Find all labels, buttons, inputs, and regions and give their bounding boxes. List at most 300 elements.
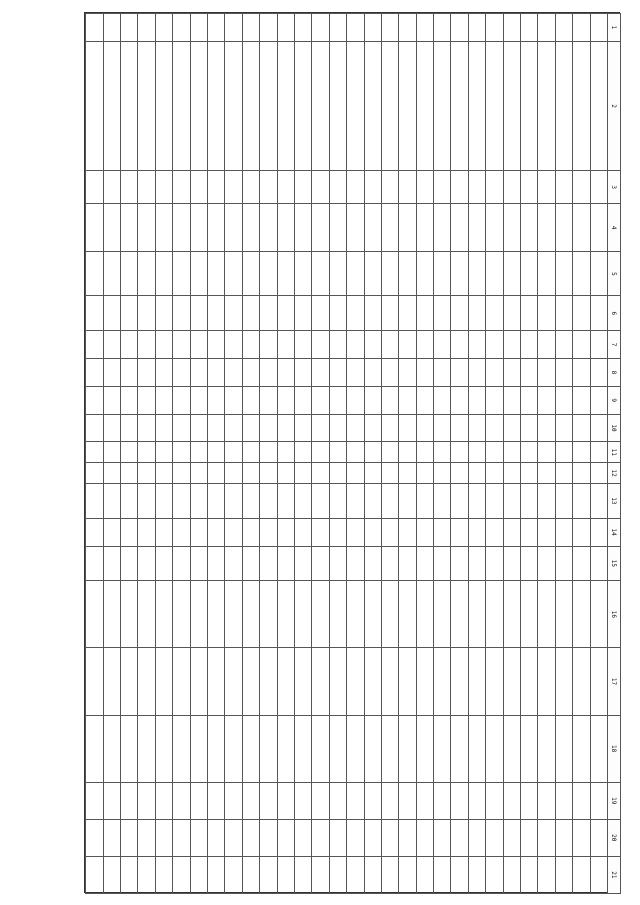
table-cell (590, 856, 607, 893)
table-cell (277, 648, 294, 715)
table-cell (573, 414, 590, 442)
table-cell (573, 518, 590, 546)
table-cell (486, 518, 503, 546)
table-cell (538, 484, 555, 519)
table-cell (138, 715, 155, 782)
table-cell (260, 252, 277, 296)
table-cell (312, 518, 329, 546)
table-cell (468, 463, 485, 484)
table-cell (208, 442, 225, 463)
table-cell (521, 359, 538, 387)
table-cell (381, 648, 398, 715)
table-cell (173, 856, 190, 893)
table-cell (399, 41, 416, 171)
table-cell (329, 518, 346, 546)
table-cell (294, 581, 311, 648)
table-cell (468, 171, 485, 203)
table-row (555, 14, 572, 894)
table-cell (416, 581, 433, 648)
column-header: 17 (608, 648, 621, 715)
table-cell (451, 414, 468, 442)
table-cell (538, 414, 555, 442)
table-cell (590, 414, 607, 442)
table-cell (121, 715, 138, 782)
table-cell (242, 414, 259, 442)
table-cell (173, 648, 190, 715)
table-cell (103, 442, 120, 463)
table-cell (86, 648, 104, 715)
table-cell (260, 856, 277, 893)
table-cell (503, 252, 520, 296)
table-cell (312, 171, 329, 203)
table-cell (521, 296, 538, 331)
table-cell (312, 414, 329, 442)
table-cell (277, 14, 294, 42)
table-cell (434, 581, 451, 648)
table-cell (225, 359, 242, 387)
table-cell (260, 41, 277, 171)
table-cell (312, 463, 329, 484)
column-header: 15 (608, 546, 621, 581)
table-cell (381, 296, 398, 331)
table-cell (312, 715, 329, 782)
table-row (225, 14, 242, 894)
table-cell (451, 252, 468, 296)
table-cell (121, 171, 138, 203)
table-cell (190, 442, 207, 463)
table-cell (451, 442, 468, 463)
table-cell (555, 715, 572, 782)
table-cell (208, 359, 225, 387)
table-cell (260, 581, 277, 648)
table-cell (329, 782, 346, 819)
table-cell (416, 414, 433, 442)
table-row (486, 14, 503, 894)
table-cell (347, 715, 364, 782)
table-cell (173, 41, 190, 171)
table-cell (225, 386, 242, 414)
table-cell (573, 14, 590, 42)
table-cell (190, 463, 207, 484)
table-cell (173, 171, 190, 203)
table-cell (208, 648, 225, 715)
table-cell (103, 819, 120, 856)
table-cell (173, 296, 190, 331)
table-cell (347, 359, 364, 387)
table-cell (242, 41, 259, 171)
table-cell (138, 819, 155, 856)
table-cell (451, 463, 468, 484)
table-cell (103, 359, 120, 387)
table-cell (155, 414, 172, 442)
table-cell (121, 331, 138, 359)
table-row (190, 14, 207, 894)
table-row (294, 14, 311, 894)
table-cell (121, 252, 138, 296)
table-cell (416, 359, 433, 387)
table-cell (294, 484, 311, 519)
table-cell (173, 546, 190, 581)
table-cell (381, 252, 398, 296)
table-cell (347, 252, 364, 296)
table-cell (538, 442, 555, 463)
table-cell (329, 484, 346, 519)
table-cell (573, 463, 590, 484)
table-cell (468, 484, 485, 519)
table-cell (503, 14, 520, 42)
table-cell (399, 518, 416, 546)
table-cell (590, 41, 607, 171)
table-cell (555, 484, 572, 519)
table-cell (486, 386, 503, 414)
table-cell (208, 386, 225, 414)
table-cell (503, 41, 520, 171)
table-cell (503, 331, 520, 359)
table-cell (573, 203, 590, 252)
table-cell (573, 252, 590, 296)
table-cell (312, 14, 329, 42)
table-cell (381, 171, 398, 203)
table-cell (451, 296, 468, 331)
table-cell (347, 463, 364, 484)
table-cell (503, 819, 520, 856)
table-cell (242, 171, 259, 203)
table-cell (260, 518, 277, 546)
table-cell (451, 386, 468, 414)
table-cell (364, 386, 381, 414)
table-cell (555, 442, 572, 463)
table-cell (347, 41, 364, 171)
column-header: 2 (608, 41, 621, 171)
table-cell (225, 442, 242, 463)
table-cell (121, 782, 138, 819)
table-cell (399, 819, 416, 856)
table-cell (103, 856, 120, 893)
table-cell (347, 518, 364, 546)
table-cell (347, 648, 364, 715)
table-cell (347, 331, 364, 359)
table-cell (173, 581, 190, 648)
table-cell (190, 648, 207, 715)
table-cell (208, 171, 225, 203)
table-cell (573, 581, 590, 648)
table-cell (555, 386, 572, 414)
table-cell (121, 819, 138, 856)
table-cell (416, 463, 433, 484)
table-cell (312, 484, 329, 519)
table-cell (486, 296, 503, 331)
table-cell (434, 296, 451, 331)
table-cell (208, 819, 225, 856)
table-cell (399, 648, 416, 715)
table-cell (451, 782, 468, 819)
table-cell (155, 819, 172, 856)
table-cell (381, 518, 398, 546)
table-cell (347, 171, 364, 203)
table-cell (294, 203, 311, 252)
table-cell (86, 359, 104, 387)
table-cell (590, 14, 607, 42)
table-cell (538, 359, 555, 387)
table-cell (521, 41, 538, 171)
table-row (590, 14, 607, 894)
column-header: 10 (608, 414, 621, 442)
table-row (260, 14, 277, 894)
table-cell (486, 819, 503, 856)
table-cell (555, 331, 572, 359)
table-cell (468, 856, 485, 893)
table-cell (329, 819, 346, 856)
table-cell (364, 252, 381, 296)
table-cell (538, 856, 555, 893)
table-cell (555, 856, 572, 893)
table-cell (347, 296, 364, 331)
table-cell (121, 546, 138, 581)
table-cell (138, 386, 155, 414)
table-cell (399, 546, 416, 581)
table-cell (225, 518, 242, 546)
table-cell (538, 518, 555, 546)
table-cell (86, 296, 104, 331)
table-cell (521, 203, 538, 252)
table-cell (503, 648, 520, 715)
table-cell (503, 359, 520, 387)
table-cell (277, 203, 294, 252)
table-row (208, 14, 225, 894)
table-cell (399, 581, 416, 648)
table-cell (312, 856, 329, 893)
table-cell (538, 386, 555, 414)
table-cell (155, 442, 172, 463)
table-cell (225, 715, 242, 782)
table-cell (555, 41, 572, 171)
table-cell (486, 856, 503, 893)
table-cell (86, 386, 104, 414)
table-cell (364, 359, 381, 387)
table-cell (173, 463, 190, 484)
table-cell (242, 648, 259, 715)
table-cell (208, 782, 225, 819)
table-cell (451, 648, 468, 715)
table-cell (468, 14, 485, 42)
table-cell (242, 546, 259, 581)
table-cell (242, 14, 259, 42)
table-cell (434, 41, 451, 171)
table-cell (242, 359, 259, 387)
table-cell (347, 581, 364, 648)
table-cell (121, 856, 138, 893)
table-cell (590, 518, 607, 546)
table-cell (399, 463, 416, 484)
table-cell (503, 581, 520, 648)
table-cell (190, 359, 207, 387)
table-cell (208, 715, 225, 782)
table-cell (434, 715, 451, 782)
table-cell (138, 648, 155, 715)
table-cell (434, 546, 451, 581)
table-cell (538, 14, 555, 42)
table-cell (399, 386, 416, 414)
table-cell (225, 296, 242, 331)
table-cell (451, 484, 468, 519)
table-cell (121, 463, 138, 484)
column-header: 19 (608, 782, 621, 819)
table-cell (121, 386, 138, 414)
table-cell (312, 331, 329, 359)
column-header: 21 (608, 856, 621, 893)
table-cell (486, 442, 503, 463)
table-cell (208, 546, 225, 581)
table-cell (121, 203, 138, 252)
table-cell (86, 715, 104, 782)
table-cell (555, 296, 572, 331)
table-cell (538, 252, 555, 296)
table-cell (416, 14, 433, 42)
table-cell (242, 856, 259, 893)
table-cell (521, 14, 538, 42)
table-cell (590, 782, 607, 819)
table-cell (103, 203, 120, 252)
table-cell (364, 715, 381, 782)
table-cell (434, 518, 451, 546)
table-cell (503, 856, 520, 893)
table-cell (468, 782, 485, 819)
column-header: 4 (608, 203, 621, 252)
table-cell (555, 203, 572, 252)
table-cell (277, 518, 294, 546)
table-cell (468, 442, 485, 463)
table-cell (555, 359, 572, 387)
data-table (85, 13, 621, 894)
table-cell (138, 14, 155, 42)
table-cell (190, 252, 207, 296)
table-cell (173, 715, 190, 782)
table-cell (521, 252, 538, 296)
table-row (538, 14, 555, 894)
table-cell (364, 171, 381, 203)
table-cell (416, 386, 433, 414)
column-header: 6 (608, 296, 621, 331)
table-cell (521, 546, 538, 581)
table-cell (155, 41, 172, 171)
table-cell (103, 581, 120, 648)
table-cell (312, 546, 329, 581)
table-cell (381, 856, 398, 893)
table-cell (277, 782, 294, 819)
table-cell (521, 463, 538, 484)
table-cell (277, 386, 294, 414)
table-cell (347, 546, 364, 581)
table-cell (468, 648, 485, 715)
table-cell (503, 442, 520, 463)
table-cell (242, 484, 259, 519)
table-cell (86, 331, 104, 359)
table-cell (86, 203, 104, 252)
table-cell (416, 203, 433, 252)
table-cell (399, 782, 416, 819)
table-cell (190, 331, 207, 359)
table-cell (399, 414, 416, 442)
table-cell (86, 782, 104, 819)
table-cell (347, 484, 364, 519)
table-cell (138, 782, 155, 819)
table-cell (555, 648, 572, 715)
table-cell (521, 331, 538, 359)
table-cell (538, 463, 555, 484)
table-cell (590, 252, 607, 296)
table-cell (242, 463, 259, 484)
table-cell (155, 546, 172, 581)
table-cell (103, 648, 120, 715)
table-cell (521, 386, 538, 414)
table-cell (451, 715, 468, 782)
table-cell (555, 14, 572, 42)
table-cell (399, 252, 416, 296)
table-cell (381, 386, 398, 414)
table-cell (521, 171, 538, 203)
table-cell (173, 518, 190, 546)
table-cell (590, 296, 607, 331)
table-cell (121, 41, 138, 171)
table-cell (155, 715, 172, 782)
table-cell (225, 14, 242, 42)
table-cell (434, 386, 451, 414)
table-cell (138, 414, 155, 442)
table-row (416, 14, 433, 894)
table-cell (416, 296, 433, 331)
table-cell (538, 41, 555, 171)
table-cell (86, 41, 104, 171)
table-cell (312, 359, 329, 387)
table-row (434, 14, 451, 894)
table-cell (86, 14, 104, 42)
table-cell (277, 546, 294, 581)
table-cell (329, 359, 346, 387)
table-cell (573, 546, 590, 581)
table-cell (121, 414, 138, 442)
table-cell (468, 386, 485, 414)
column-header: 8 (608, 359, 621, 387)
table-cell (86, 819, 104, 856)
table-cell (486, 546, 503, 581)
table-cell (103, 463, 120, 484)
data-table-frame (84, 12, 620, 893)
table-cell (277, 171, 294, 203)
table-row (242, 14, 259, 894)
table-cell (329, 252, 346, 296)
table-cell (294, 41, 311, 171)
table-cell (294, 171, 311, 203)
table-cell (399, 331, 416, 359)
column-header: 14 (608, 518, 621, 546)
table-cell (312, 782, 329, 819)
table-cell (468, 414, 485, 442)
table-cell (521, 648, 538, 715)
table-cell (329, 856, 346, 893)
table-cell (381, 581, 398, 648)
table-cell (573, 442, 590, 463)
table-cell (138, 463, 155, 484)
table-cell (503, 546, 520, 581)
table-cell (486, 648, 503, 715)
table-cell (312, 41, 329, 171)
table-cell (364, 648, 381, 715)
table-cell (103, 484, 120, 519)
table-cell (155, 296, 172, 331)
table-row (381, 14, 398, 894)
table-cell (416, 648, 433, 715)
table-cell (434, 331, 451, 359)
